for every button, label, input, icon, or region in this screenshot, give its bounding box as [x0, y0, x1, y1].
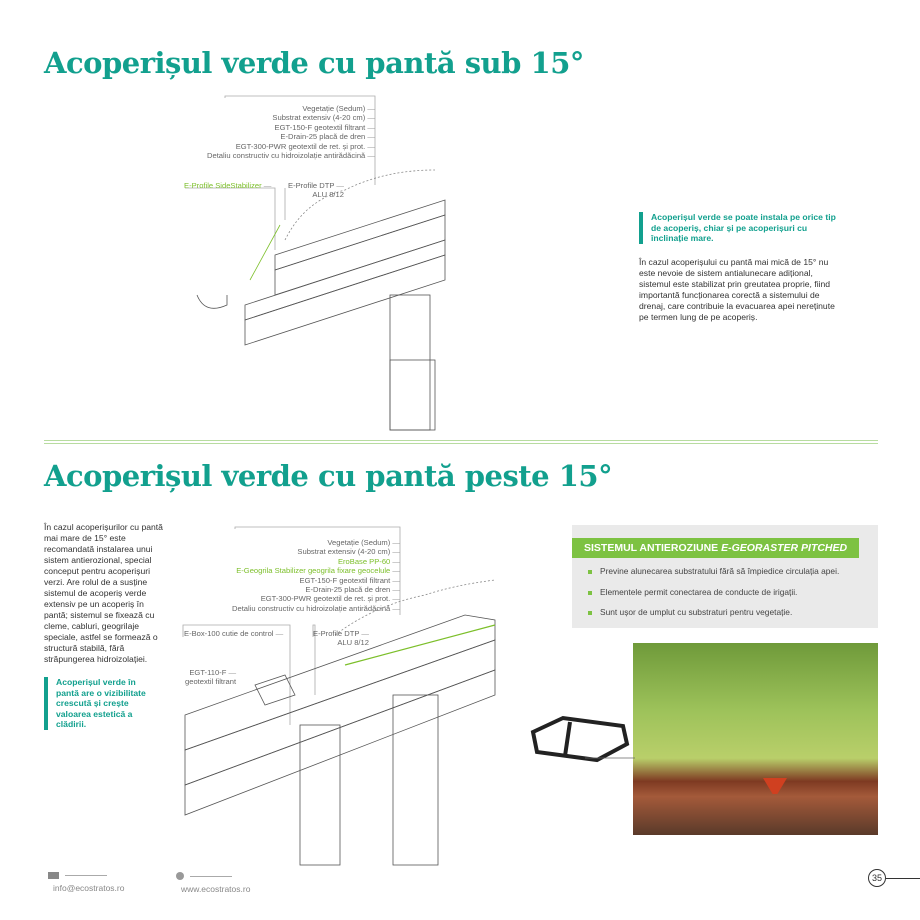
footer-email[interactable]	[48, 872, 124, 893]
mail-icon	[48, 872, 59, 879]
label-dtp: E-Profile DTP —	[313, 629, 369, 638]
label-dtp-alu: ALU 8/12	[312, 190, 344, 200]
label-egt110-desc: geotextil filtrant	[185, 677, 237, 687]
layer-label: EGT-300-PWR geotextil de ret. și prot. —	[232, 594, 400, 603]
bullet-item: Previne alunecarea substratului fără să împiedice circulația apei.	[588, 566, 839, 576]
box-heading: SISTEMUL ANTIEROZIUNE E-GEORASTER PITCHED	[572, 538, 859, 558]
layer-label: E-Geogrila Stabilizer geogrila fixare geocelule —	[232, 566, 400, 575]
georaster-info-box	[572, 525, 878, 628]
layer-label: EGT-150-F geotextil filtrant —	[207, 123, 375, 132]
layer-label: EGT-300-PWR geotextil de ret. și prot. —	[207, 142, 375, 151]
footer-web[interactable]	[176, 872, 250, 894]
green-roof-photo	[633, 643, 878, 835]
label-ebox: E-Box-100 cutie de control —	[184, 629, 283, 638]
section1-title: Acoperișul verde cu pantă sub 15°	[44, 46, 584, 80]
layer-label: Vegetație (Sedum) —	[232, 538, 400, 547]
globe-icon	[176, 872, 184, 880]
bullet-item: Elementele permit conectarea de conducte de irigații.	[588, 587, 797, 597]
label-egt110: EGT-110-F —	[185, 668, 236, 677]
layer-label: E-Drain-25 placă de dren —	[232, 585, 400, 594]
layer-label: Detaliu constructiv cu hidroizolație antirădăcină —	[232, 604, 400, 613]
layer-label: EGT-150-F geotextil filtrant —	[232, 576, 400, 585]
label-sidestabilizer: E-Profile SideStabilizer —	[184, 181, 271, 190]
layer-label: Substrat extensiv (4-20 cm) —	[232, 547, 400, 556]
section2-layer-labels	[232, 538, 400, 613]
page-number: 35	[868, 869, 920, 887]
label-dtp-alu: ALU 8/12	[337, 638, 369, 648]
web-link[interactable]: www.ecostratos.ro	[181, 884, 251, 894]
georaster-element-image	[525, 710, 635, 770]
layer-label: Substrat extensiv (4-20 cm) —	[207, 113, 375, 122]
section2-callout: Acoperișul verde în pantă are o vizibilitate crescută și crește valoarea estetică a clădirii.	[44, 677, 149, 730]
email-link[interactable]: info@ecostratos.ro	[53, 883, 125, 893]
layer-label: E-Drain-25 placă de dren —	[207, 132, 375, 141]
section-divider	[44, 440, 878, 444]
section1-callout: Acoperișul verde se poate instala pe orice tip de acoperiș, chiar și pe acoperișuri cu înclinație mare.	[639, 212, 839, 244]
section1-body: În cazul acoperișului cu pantă mai mică de 15° nu este nevoie de sistem antialunecare adițional, sistemul este stabilizat prin greutatea proprie, fiind importantă funcționarea corectă a sistemului de drenaj, care contribuie la evacuarea apei nereținute pe termen lung de pe acoperiș.	[639, 257, 835, 322]
section2-title: Acoperișul verde cu pantă peste 15°	[44, 459, 613, 493]
section2-body: În cazul acoperișurilor cu pantă mai mare de 15° este recomandată instalarea unui sistem antierozional, special conceput pentru acoperișuri verzi. Are rolul de a susține sistemul de acoperiș verde extensiv pe un acoperiș în pantă; sistemul se fixează cu cleme, cabluri, geogrilaje speciale, astfel se formează o structură stabilă, fără străpungerea hidroizolației.	[44, 522, 163, 664]
section1-layer-labels	[207, 104, 375, 160]
bullet-item: Sunt ușor de umplut cu substraturi pentru vegetație.	[588, 607, 792, 617]
label-dtp: E-Profile DTP —	[288, 181, 344, 190]
layer-label: Detaliu constructiv cu hidroizolație antirădăcină —	[207, 151, 375, 160]
layer-label: EroBase PP-60 —	[232, 557, 400, 566]
layer-label: Vegetație (Sedum) —	[207, 104, 375, 113]
